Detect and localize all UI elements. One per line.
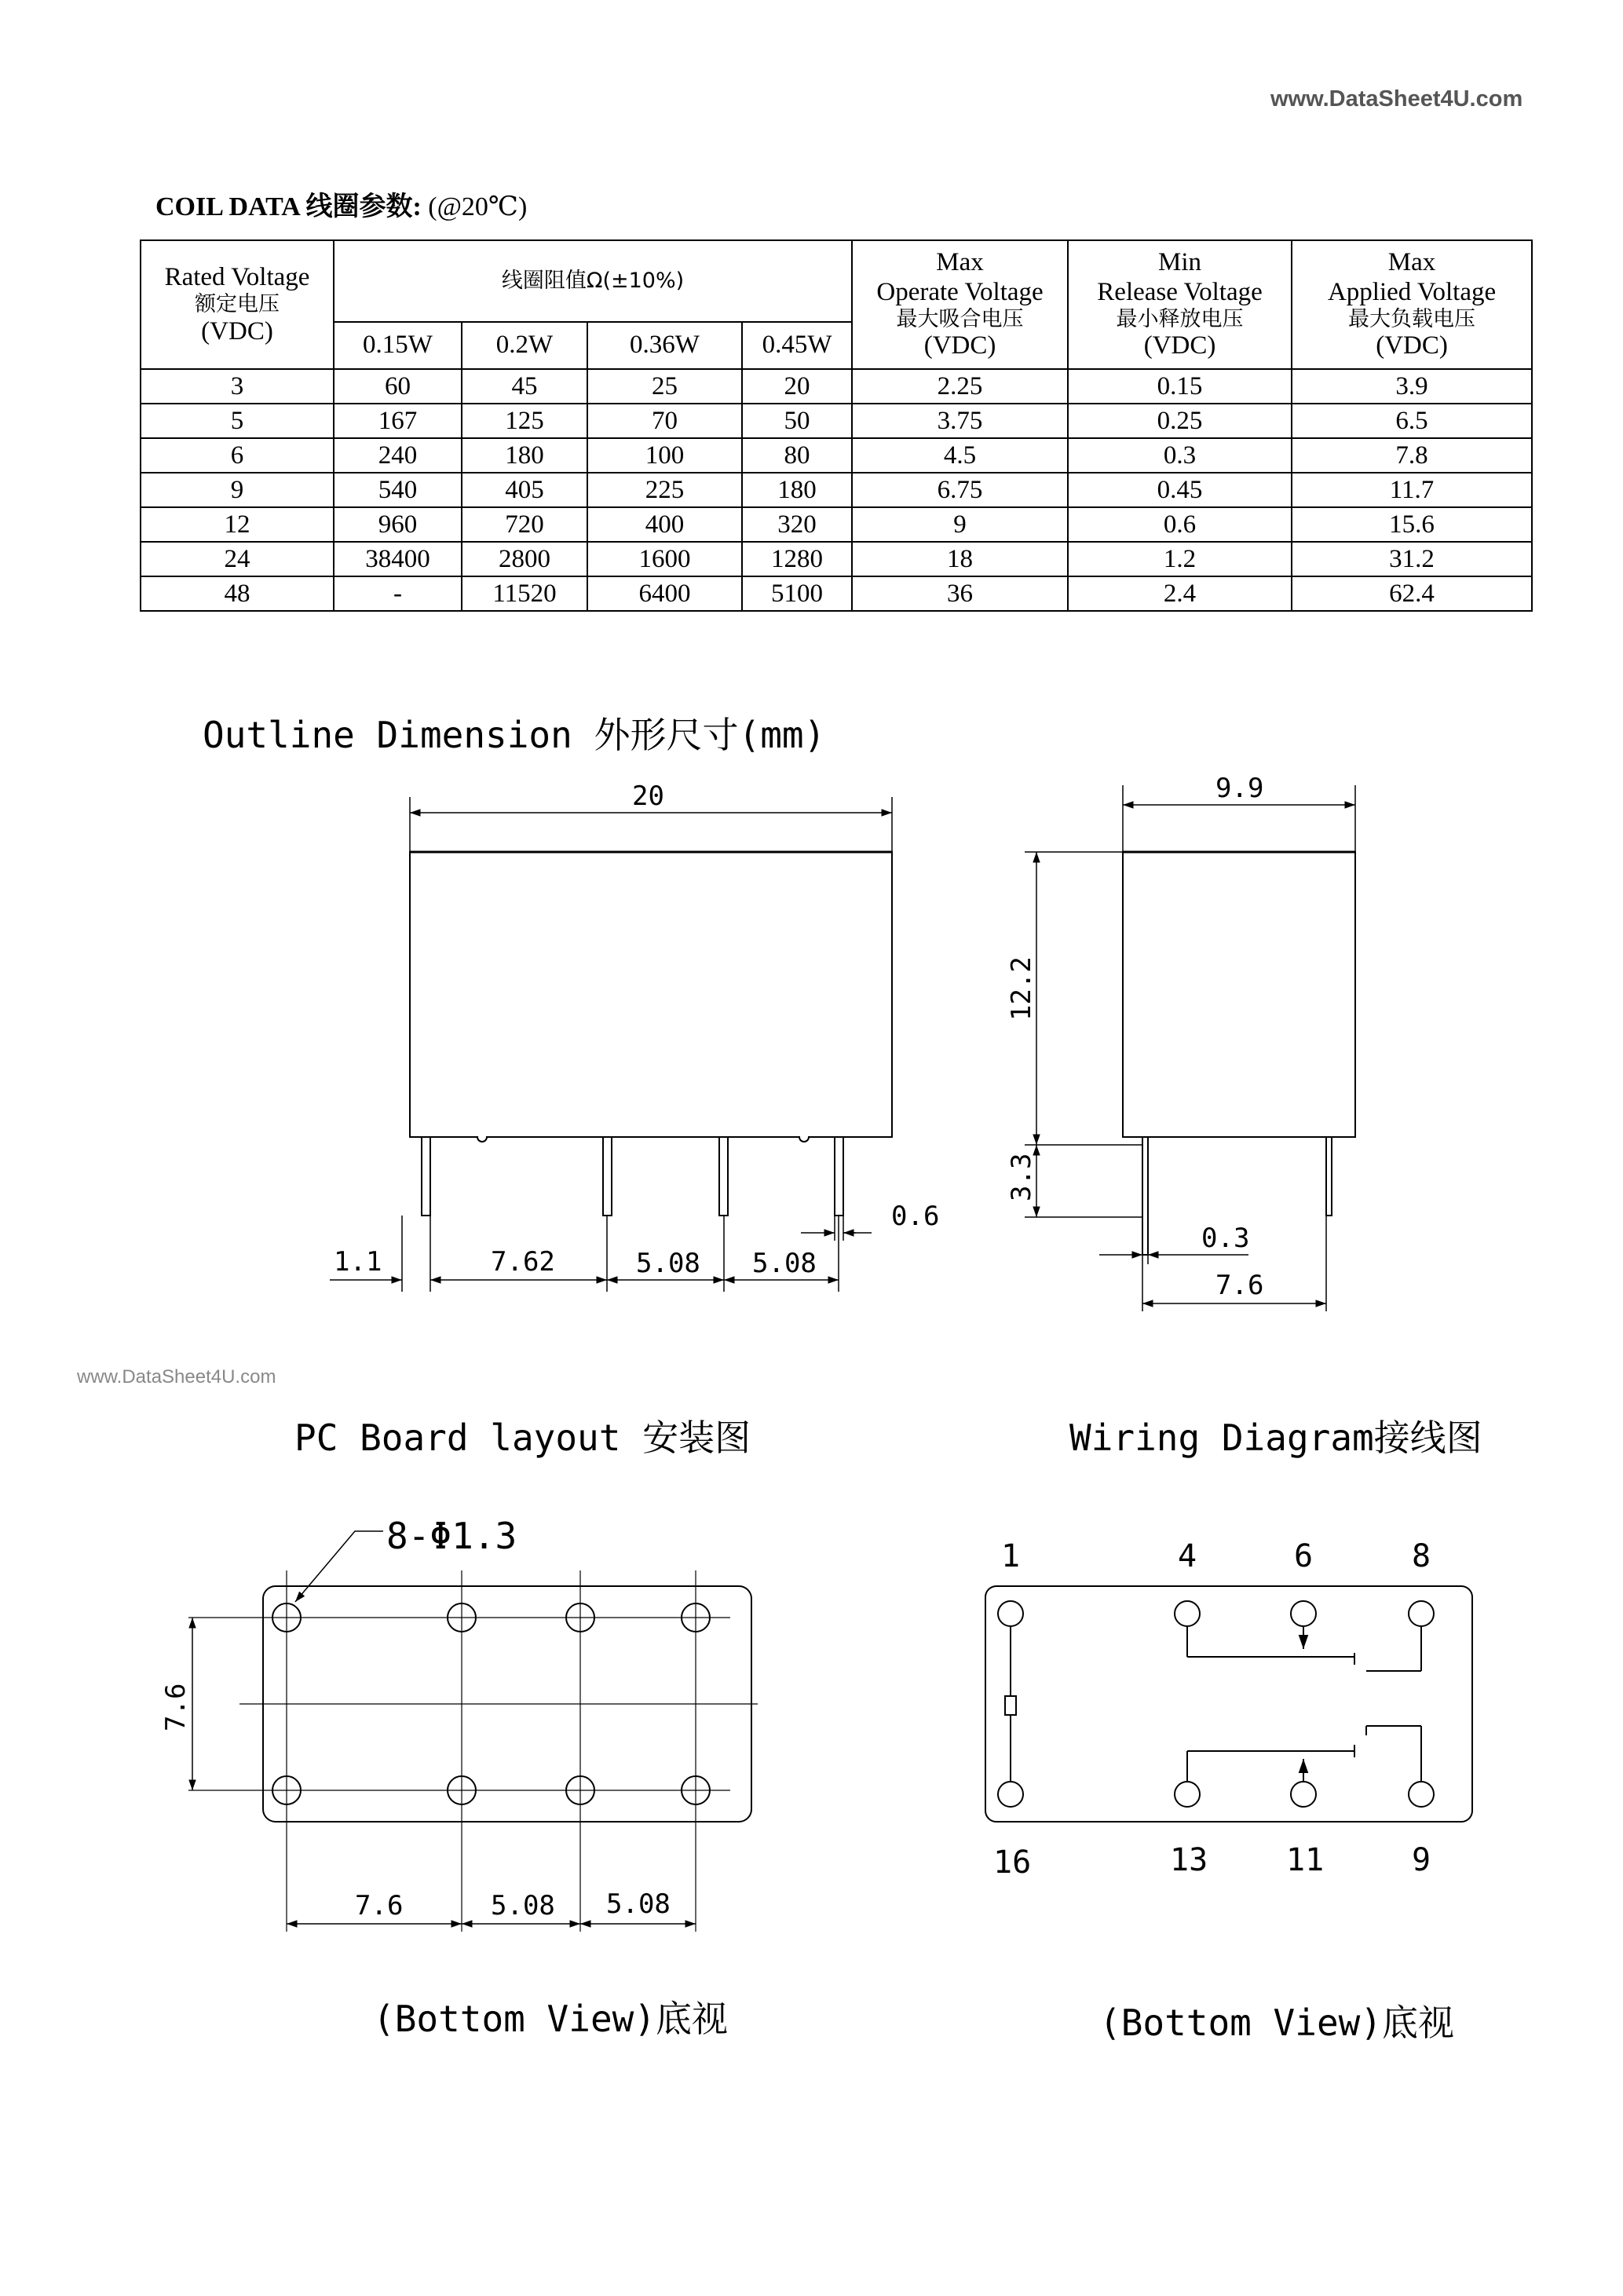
table-cell: 3 — [141, 369, 334, 404]
table-cell: 9 — [852, 507, 1068, 542]
wiring-diagram-title: Wiring Diagram接线图 — [1069, 1417, 1482, 1459]
rated-voltage-header: Rated Voltage 额定电压 (VDC) — [141, 240, 334, 369]
table-cell: 0.6 — [1068, 507, 1292, 542]
table-cell: 36 — [852, 576, 1068, 611]
dim-width: 9.9 — [1215, 773, 1264, 804]
pcb-hole-label: 8-Φ1.3 — [386, 1515, 517, 1557]
outline-dimension-title: Outline Dimension 外形尺寸(mm) — [203, 714, 826, 756]
pcb-dim-vertical: 7.6 — [160, 1683, 192, 1731]
pin-label-4: 4 — [1178, 1538, 1197, 1574]
dim-pitch-a: 7.62 — [491, 1246, 555, 1278]
min-release-voltage-header: Min Release Voltage 最小释放电压 (VDC) — [1068, 240, 1292, 369]
table-cell: 20 — [742, 369, 852, 404]
table-cell: 45 — [462, 369, 587, 404]
table-cell: 7.8 — [1292, 438, 1532, 473]
table-cell: 5100 — [742, 576, 852, 611]
table-cell: 6.75 — [852, 473, 1068, 507]
table-cell: 320 — [742, 507, 852, 542]
table-cell: 4.5 — [852, 438, 1068, 473]
pcb-layout-title: PC Board layout 安装图 — [294, 1417, 751, 1459]
table-cell: 225 — [587, 473, 742, 507]
table-cell: 125 — [462, 404, 587, 438]
dim-pin-length: 3.3 — [1006, 1153, 1037, 1201]
pin-9 — [1409, 1782, 1434, 1807]
table-cell: 0.25 — [1068, 404, 1292, 438]
wiring-pin-labels — [993, 1538, 1431, 1881]
power-header-0-2w: 0.2W — [462, 322, 587, 369]
table-cell: 960 — [334, 507, 462, 542]
table-cell: 62.4 — [1292, 576, 1532, 611]
dim-pin-width: 0.6 — [891, 1201, 940, 1232]
dim-pin-row-spacing: 7.6 — [1215, 1270, 1264, 1301]
pin-label-11: 11 — [1286, 1842, 1325, 1878]
table-cell: 50 — [742, 404, 852, 438]
max-applied-voltage-header: Max Applied Voltage 最大负载电压 (VDC) — [1292, 240, 1532, 369]
power-header-0-45w: 0.45W — [742, 322, 852, 369]
table-cell: 48 — [141, 576, 334, 611]
pin-4 — [1175, 1601, 1200, 1626]
dim-edge-offset: 1.1 — [334, 1246, 382, 1278]
dim-pitch-c: 5.08 — [752, 1248, 817, 1279]
dim-height: 12.2 — [1006, 956, 1037, 1021]
table-cell: 12 — [141, 507, 334, 542]
dim-pitch-b: 5.08 — [636, 1248, 700, 1279]
pcb-dim-c: 5.08 — [606, 1888, 671, 1920]
table-cell: 720 — [462, 507, 587, 542]
dim-length: 20 — [632, 781, 664, 812]
pin-label-13: 13 — [1170, 1842, 1208, 1878]
table-cell: 18 — [852, 542, 1068, 576]
table-cell: 1.2 — [1068, 542, 1292, 576]
table-cell: 0.3 — [1068, 438, 1292, 473]
dim-pin-thickness: 0.3 — [1201, 1223, 1250, 1254]
pin-8 — [1409, 1601, 1434, 1626]
watermark-top: www.DataSheet4U.com — [1270, 86, 1523, 112]
table-cell: 15.6 — [1292, 507, 1532, 542]
table-cell: 400 — [587, 507, 742, 542]
wiring-bottom-view-label: (Bottom View)底视 — [1099, 2002, 1455, 2044]
pin-label-1: 1 — [1001, 1538, 1021, 1574]
table-cell: 31.2 — [1292, 542, 1532, 576]
table-cell: 1600 — [587, 542, 742, 576]
table-cell: 240 — [334, 438, 462, 473]
table-cell: 38400 — [334, 542, 462, 576]
table-cell: 100 — [587, 438, 742, 473]
front-view-drawing — [330, 797, 892, 1292]
table-cell: 80 — [742, 438, 852, 473]
table-cell: 5 — [141, 404, 334, 438]
pcb-dim-a: 7.6 — [355, 1890, 404, 1921]
table-cell: 0.45 — [1068, 473, 1292, 507]
pin-16 — [998, 1782, 1023, 1807]
table-cell: 24 — [141, 542, 334, 576]
power-header-0-15w: 0.15W — [334, 322, 462, 369]
pin-11 — [1291, 1782, 1316, 1807]
pin — [719, 1137, 728, 1216]
table-cell: 540 — [334, 473, 462, 507]
pin-6 — [1291, 1601, 1316, 1626]
table-cell: 405 — [462, 473, 587, 507]
table-cell: 11520 — [462, 576, 587, 611]
pin — [603, 1137, 612, 1216]
table-cell: 25 — [587, 369, 742, 404]
table-cell: 11.7 — [1292, 473, 1532, 507]
pin-label-8: 8 — [1412, 1538, 1431, 1574]
coil-title-condition: (@20℃) — [421, 192, 528, 221]
pcb-dim-b: 5.08 — [491, 1890, 555, 1921]
table-cell: 1280 — [742, 542, 852, 576]
coil-symbol — [1005, 1696, 1016, 1715]
table-cell: 0.15 — [1068, 369, 1292, 404]
pin — [835, 1137, 843, 1216]
max-operate-voltage-header: Max Operate Voltage 最大吸合电压 (VDC) — [852, 240, 1068, 369]
front-view-dimension-labels — [334, 781, 939, 1279]
pin-13 — [1175, 1782, 1200, 1807]
pin-label-9: 9 — [1412, 1842, 1431, 1878]
table-cell: 6400 — [587, 576, 742, 611]
pcb-layout-drawing — [188, 1531, 758, 1932]
table-cell: 9 — [141, 473, 334, 507]
side-view-drawing — [1025, 785, 1355, 1311]
watermark-middle: www.DataSheet4U.com — [77, 1366, 276, 1387]
wiring-diagram-drawing — [985, 1586, 1472, 1822]
coil-resistance-header: 线圈阻值Ω(±10%) — [334, 240, 852, 322]
table-cell: 6.5 — [1292, 404, 1532, 438]
table-cell: 3.75 — [852, 404, 1068, 438]
table-cell: 180 — [742, 473, 852, 507]
power-header-0-36w: 0.36W — [587, 322, 742, 369]
table-cell: 3.9 — [1292, 369, 1532, 404]
table-cell: - — [334, 576, 462, 611]
table-cell: 70 — [587, 404, 742, 438]
pin-label-6: 6 — [1294, 1538, 1314, 1574]
pin-1 — [998, 1601, 1023, 1626]
table-cell: 6 — [141, 438, 334, 473]
table-cell: 180 — [462, 438, 587, 473]
table-cell: 2.4 — [1068, 576, 1292, 611]
pin-label-16: 16 — [993, 1844, 1032, 1881]
pcb-bottom-view-label: (Bottom View)底视 — [373, 1998, 729, 2040]
coil-title-bold: COIL DATA 线圈参数: — [155, 192, 422, 221]
table-cell: 167 — [334, 404, 462, 438]
relay-body-side — [1123, 852, 1355, 1137]
pin — [1142, 1137, 1148, 1255]
pcb-dimension-labels — [160, 1515, 671, 1921]
table-cell: 2800 — [462, 542, 587, 576]
table-cell: 2.25 — [852, 369, 1068, 404]
relay-body-front — [410, 852, 892, 1142]
wiring-outline — [985, 1586, 1472, 1822]
pin — [1326, 1137, 1332, 1216]
table-cell: 60 — [334, 369, 462, 404]
pin — [422, 1137, 430, 1216]
